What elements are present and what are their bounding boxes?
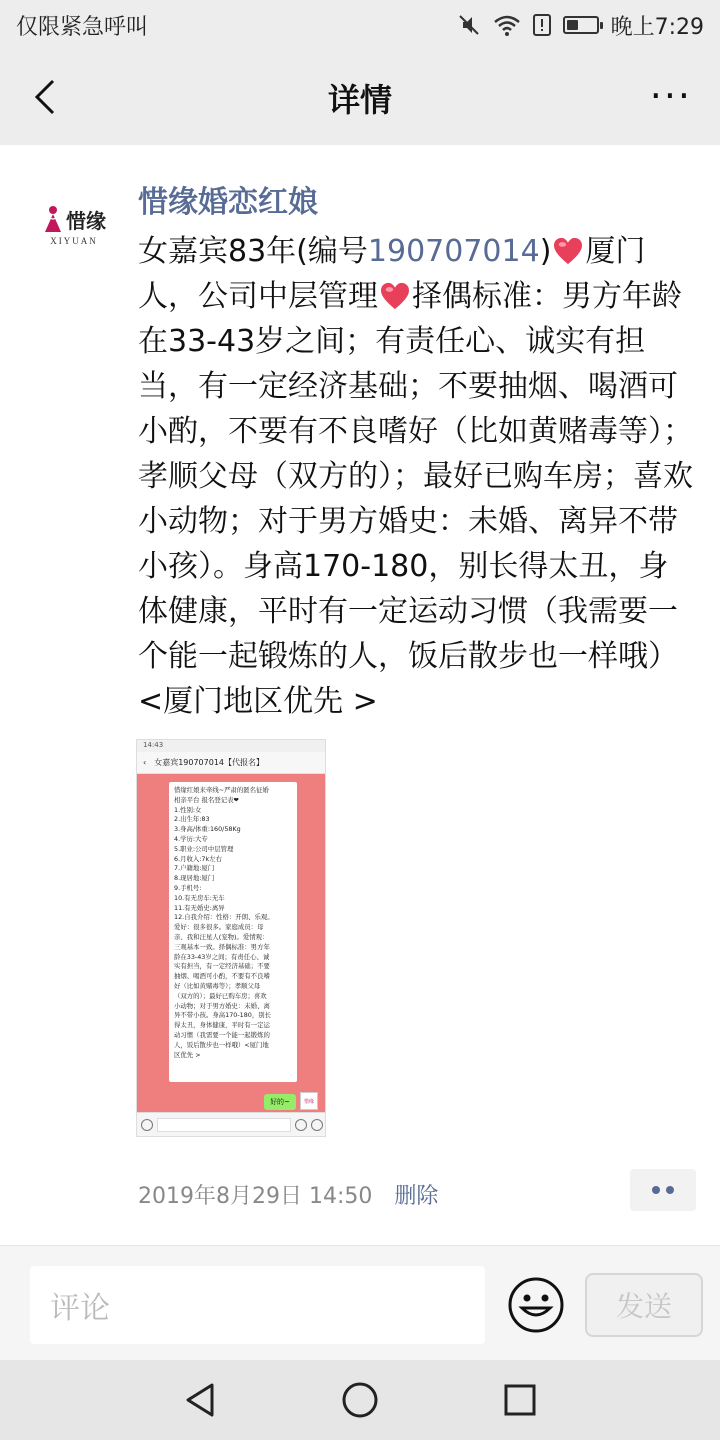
wifi-icon: [493, 13, 521, 37]
thumb-card-line: 动习惯（我需要一个能一起锻炼的: [174, 1030, 270, 1039]
thumb-back-icon: ‹: [143, 758, 147, 767]
content-part4: 择偶标准：男方年龄在33-43岁之间；有责任心、诚实有担当，有一定经济基础；不要抽烟、喝酒可小酌，不要有不良嗜好（比如黄赌毒等）；孝顺父母（双方的）；最好已购车房；喜欢小动物；对于男方婚史：未婚、离异不带小孩）。身高170-180，别长得太丑，身体健康，平时有一定运动习惯（我需要一个能一起锻炼的人，饭后散步也一样哦）<厦门地区优先 >: [138, 279, 693, 719]
thumb-card-line: 实有担当，有一定经济基础；不要: [174, 962, 270, 971]
thumb-card-line: 龄在33-43岁之间；有责任心、诚: [174, 952, 270, 961]
thumb-card-line: 亲、我和汪星人(宠物)。爱情观：: [174, 932, 269, 941]
thumb-card-line: 3.身高/体重:160/58Kg: [174, 825, 241, 834]
heart-icon: [380, 282, 410, 310]
thumb-card-line: 2.出生年:83: [174, 815, 210, 824]
post-image[interactable]: [136, 739, 326, 1137]
carrier-status: 仅限紧急呼叫: [16, 14, 149, 40]
thumb-card-line: 9.手机号:: [174, 883, 202, 892]
heart-icon: [553, 237, 583, 265]
thumb-card-line: 10.有无房车:无车: [174, 893, 225, 902]
thumb-card-line: 相亲平台 报名登记表❤: [174, 795, 239, 804]
dot-icon: [652, 1186, 660, 1194]
comment-bar: [0, 1245, 720, 1360]
alert-icon: [533, 13, 551, 37]
thumb-card-line: 区优先 >: [174, 1050, 201, 1059]
thumb-card-line: 12.自我介绍：性格：开朗、乐观。: [174, 913, 274, 922]
thumb-emoji-icon: [295, 1119, 307, 1131]
nav-back-triangle-icon[interactable]: [180, 1380, 220, 1420]
thumb-card-line: 1.性别:女: [174, 805, 202, 814]
author-name[interactable]: 惜缘婚恋红娘: [138, 185, 318, 220]
post-timestamp: 2019年8月29日 14:50: [138, 1184, 373, 1209]
back-button[interactable]: [20, 70, 70, 124]
thumb-input-bar: [137, 1112, 326, 1136]
thumb-chat-area: [137, 774, 326, 1114]
system-nav-bar: [0, 1360, 720, 1440]
thumb-status-time: 14:43: [137, 740, 325, 752]
thumb-plus-icon: [311, 1119, 323, 1131]
nav-home-circle-icon[interactable]: [340, 1380, 380, 1420]
page-title: 详情: [327, 80, 392, 119]
post-meta: [138, 1179, 438, 1210]
status-icons: [457, 10, 704, 41]
thumb-card-line: 惜缘红娘来牵线~严肃的匿名征婚: [174, 786, 269, 794]
author-avatar[interactable]: [26, 177, 122, 273]
post-content: [138, 229, 698, 724]
content-part2: ): [539, 234, 552, 269]
battery-level: [567, 20, 578, 30]
avatar-brand-text: 惜缘: [66, 208, 106, 233]
nav-bar: [0, 50, 720, 145]
like-comment-button[interactable]: [630, 1169, 696, 1211]
content-part1: 女嘉宾83年(编号: [138, 234, 368, 269]
thumb-card-line: 爱好：很多很多。家庭成员：母: [174, 923, 264, 932]
thumb-header-title: 女嘉宾190707014【代报名】: [154, 758, 265, 767]
thumb-card-line: 小动物；对于男方婚史：未婚、离: [174, 1001, 270, 1010]
thumb-card-line: 4.学历:大专: [174, 834, 208, 843]
dot-icon: [666, 1186, 674, 1194]
avatar-subtext: XIYUAN: [50, 235, 98, 246]
thumb-card-line: 好（比如黄赌毒等）；孝顺父母: [174, 981, 261, 990]
battery-icon: [563, 16, 599, 34]
thumb-card-line: 人，饭后散步也一样哦）<厦门地: [174, 1040, 269, 1049]
thumb-registration-card: [169, 782, 297, 1082]
thumb-card-line: 异不带小孩。身高170-180，别长: [174, 1011, 271, 1020]
chevron-left-icon: [33, 79, 57, 115]
thumb-card-line: （双方的）；最好已购车房；喜欢: [174, 991, 267, 1000]
emoji-button-icon[interactable]: [507, 1276, 565, 1334]
send-button[interactable]: 发送: [585, 1273, 703, 1337]
content-part3: 厦门人，公司中层管理: [138, 234, 646, 314]
mute-icon: [457, 13, 481, 37]
thumb-header: [137, 752, 325, 774]
delete-link[interactable]: 删除: [394, 1184, 439, 1209]
moment-post: [0, 145, 720, 1245]
thumb-card-line: 5.职业:公司中层管理: [174, 844, 234, 853]
comment-input[interactable]: 评论: [30, 1266, 485, 1344]
thumb-card-line: 11.有无婚史:离异: [174, 903, 225, 912]
thumb-reply-bubble: 好的~: [264, 1094, 296, 1110]
content-code-link[interactable]: 190707014: [367, 234, 540, 269]
thumb-text-field: [157, 1118, 291, 1132]
thumb-card-line: 7.户籍地:厦门: [174, 864, 215, 873]
nav-recents-square-icon[interactable]: [500, 1380, 540, 1420]
thumb-card-line: 三观基本一致。择偶标准：男方年: [174, 942, 270, 951]
thumb-card-line: 8.现居地:厦门: [174, 874, 215, 883]
status-time: 晚上7:29: [610, 14, 704, 40]
status-bar: [0, 0, 720, 50]
bride-logo-icon: [42, 205, 64, 233]
avatar-brand: [42, 205, 106, 234]
thumb-voice-icon: [141, 1119, 153, 1131]
thumb-card-line: 得太丑，身体健康，平时有一定运: [174, 1021, 270, 1030]
more-button[interactable]: ···: [649, 74, 692, 118]
thumb-mini-avatar: 惜缘: [300, 1092, 318, 1110]
thumb-card-line: 6.月收入:7k左右: [174, 854, 222, 863]
thumb-card-line: 抽烟、喝酒可小酌，不要有不良嗜: [174, 972, 270, 981]
